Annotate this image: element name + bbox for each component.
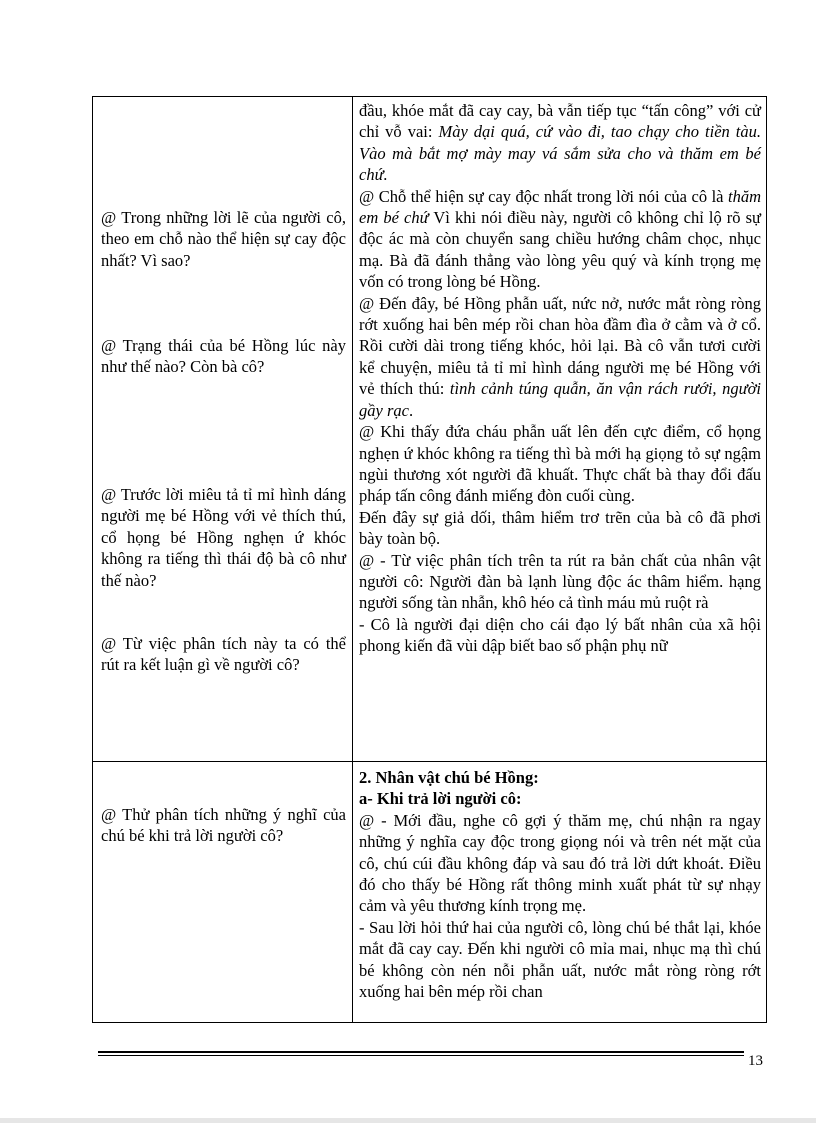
question-cay-doc: @ Trong những lời lẽ của người cô, theo em chỗ nào thể hiện sự cay độc nhất? Vì sao? xyxy=(101,208,346,270)
question-trang-thai: @ Trạng thái của bé Hồng lúc này như thế nào? Còn bà cô? xyxy=(101,336,346,377)
answer-dai-dien: - Cô là người đại diện cho cái đạo lý bất nhân của xã hội phong kiến đã vùi dập biết bao số phận phụ nữ xyxy=(359,614,761,656)
section-subheading: a- Khi trả lời người cô: xyxy=(359,789,522,809)
page-bottom-edge xyxy=(0,1118,816,1123)
footer-rule-thin xyxy=(98,1055,744,1056)
answer-column-row1 xyxy=(359,100,761,657)
answer-gia-doi: Đến đây sự giả dối, thâm hiểm trơ trẽn của bà cô đã phơi bày toàn bộ. xyxy=(359,507,761,549)
answer-trang-thai: @ Đến đây, bé Hồng phẫn uất, nức nở, nước mắt ròng ròng rớt xuống hai bên mép rồi chan hòa đầm đìa ở cằm và ở cổ. Rồi cười dài trong tiếng khóc, hỏi lại. Bà cô vẫn tươi cười kể chuyện, miêu tả tỉ mỉ hình dáng người mẹ bé Hồng với vẻ thích thú: tình cảnh túng quẫn, ăn vận rách rưới, người gầy rạc. xyxy=(359,293,761,420)
section-heading: 2. Nhân vật chú bé Hồng: xyxy=(359,768,539,787)
answer-ban-chat: @ - Từ việc phân tích trên ta rút ra bản chất của nhân vật người cô: Người đàn bà lạnh lùng độc ác thâm hiểm. hạng người sống tàn nhẫn, khô héo cả tình máu mủ ruột rà xyxy=(359,550,761,613)
answer-cay-doc: @ Chỗ thể hiện sự cay độc nhất trong lời nói của cô là thăm em bé chứ Vì khi nói điều này, người cô không chỉ lộ rõ sự độc ác mà còn chuyển sang chiều hướng châm chọc, nhục mạ. Bà đã đánh thẳng vào lòng yêu quý và kính trọng mẹ vốn có trong lòng bé Hồng. xyxy=(359,186,761,292)
column-divider xyxy=(352,97,353,1022)
footer-rule xyxy=(98,1051,744,1053)
answer-thai-do: @ Khi thấy đứa cháu phẫn uất lên đến cực điểm, cổ họng nghẹn ứ khóc không ra tiếng thì bà mới hạ giọng tỏ sự ngậm ngùi thương xót người đã khuất. Thực chất bà thay đổi đấu pháp tấn công đánh miếng đòn cuối cùng. xyxy=(359,422,761,506)
answer-sau-loi-hoi: - Sau lời hỏi thứ hai của người cô, lòng chú bé thắt lại, khóe mắt đã cay cay. Đến khi người cô mỉa mai, nhục mạ thì chú bé không còn nén nỗi phẫn uất, nước mắt ròng ròng rớt xuống hai bên mép rồi chan xyxy=(359,917,761,1002)
question-thai-do: @ Trước lời miêu tả tỉ mỉ hình dáng người mẹ bé Hồng với vẻ thích thú, cổ họng bé Hồng nghẹn ứ khóc không ra tiếng thì thái độ bà cô như thế nào? xyxy=(101,485,346,590)
question-y-nghi: @ Thử phân tích những ý nghĩ của chú bé khi trả lời người cô? xyxy=(101,805,346,846)
content-table xyxy=(92,96,767,1023)
answer-column-row2 xyxy=(359,767,761,1002)
question-ket-luan: @ Từ việc phân tích này ta có thể rút ra kết luận gì về người cô? xyxy=(101,634,346,675)
page-number: 13 xyxy=(748,1053,763,1069)
answer-moi-dau: @ - Mới đầu, nghe cô gợi ý thăm mẹ, chú nhận ra ngay những ý nghĩa cay độc trong giọng nói và trên nét mặt của cô, chú cúi đầu không đáp và sau đó trả lời dứt khoát. Điều đó cho thấy bé Hồng rất thông minh xuất phát từ sự nhạy cảm và yêu thương kính trọng mẹ. xyxy=(359,810,761,916)
answer-tan-cong: đầu, khóe mắt đã cay cay, bà vẫn tiếp tục “tấn công” với cử chỉ vỗ vai: Mày dại quá, cứ vào đi, tao chạy cho tiền tàu. Vào mà bắt mợ mày may vá sắm sửa cho và thăm em bé chứ. xyxy=(359,101,761,185)
row-divider xyxy=(93,761,766,762)
